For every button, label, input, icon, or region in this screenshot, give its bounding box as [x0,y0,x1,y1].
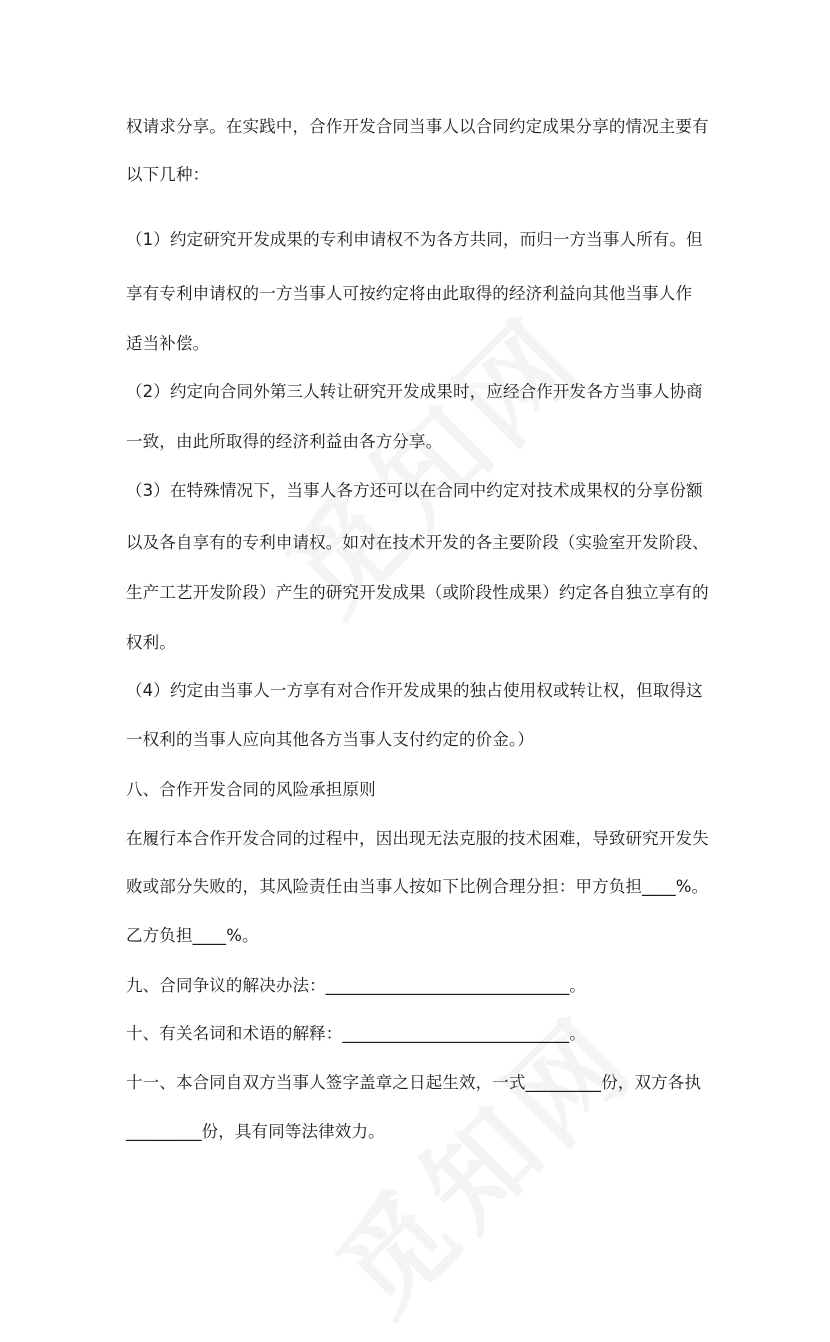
paragraph-line: 败或部分失败的，其风险责任由当事人按如下比例合理分担：甲方负担____%。 [126,877,709,896]
paragraph-line: （4）约定由当事人一方享有对合作开发成果的独占使用权或转让权，但取得这 [126,681,703,700]
paragraph-line: 以及各自享有的专利申请权。如对在技术开发的各主要阶段（实验室开发阶段、 [126,533,709,552]
paragraph-line: 享有专利申请权的一方当事人可按约定将由此取得的经济利益向其他当事人作 [126,284,693,303]
section-heading: 九、合同争议的解决办法：_____________________________。 [126,976,587,995]
paragraph-line: 生产工艺开发阶段）产生的研究开发成果（或阶段性成果）约定各自独立享有的 [126,583,709,602]
paragraph-line: 以下几种： [126,165,210,184]
paragraph-line: （1）约定研究开发成果的专利申请权不为各方共同，而归一方当事人所有。但 [126,230,703,249]
paragraph-line: 权请求分享。在实践中，合作开发合同当事人以合同约定成果分享的情况主要有 [126,117,709,136]
section-heading: 十、有关名词和术语的解释：___________________________。 [126,1024,586,1043]
paragraph-line: _________份，具有同等法律效力。 [126,1122,385,1141]
paragraph-line: 一致，由此所取得的经济利益由各方分享。 [126,432,443,451]
section-heading: 八、合作开发合同的风险承担原则 [126,780,376,799]
paragraph-line: （2）约定向合同外第三人转让研究开发成果时，应经合作开发各方当事人协商 [126,382,703,401]
section-heading: 十一、本合同自双方当事人签字盖章之日起生效，一式_________份，双方各执 [126,1073,702,1092]
paragraph-line: 在履行本合作开发合同的过程中，因出现无法克服的技术困难，导致研究开发失 [126,829,709,848]
paragraph-line: 权利。 [126,633,176,652]
paragraph-line: 一权利的当事人应向其他各方当事人支付约定的价金。） [126,730,534,749]
paragraph-line: （3）在特殊情况下，当事人各方还可以在合同中约定对技术成果权的分享份额 [126,481,703,500]
paragraph-line: 适当补偿。 [126,334,210,353]
paragraph-line: 乙方负担____%。 [126,926,259,945]
